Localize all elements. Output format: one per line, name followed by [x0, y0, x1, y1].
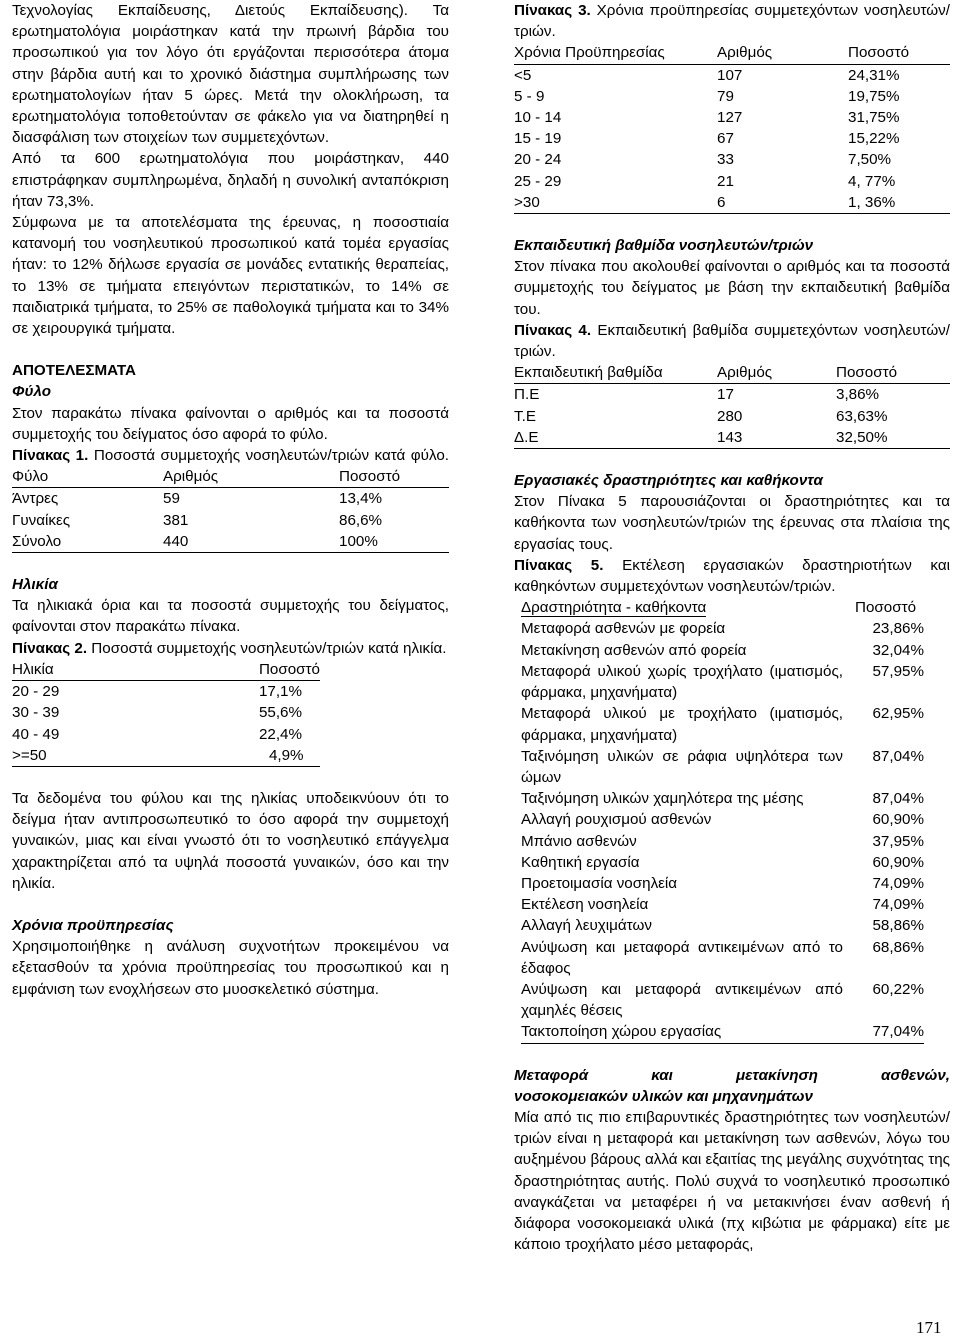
service-text: Χρησιμοποιήθηκε η ανάλυση συχνοτήτων προκειμένου να εξετασθούν τα χρόνια προϋπηρεσίας του προσωπικού και η εμφάνιση των ενοχλήσεων στο μυοσκελετικό σύστημα.	[12, 938, 449, 998]
table-cell: 22,4%	[258, 725, 303, 743]
table-header-cell: Χρόνια Προϋπηρεσίας	[514, 42, 717, 64]
table-cell: Ταξινόμηση υλικών σε ράφια υψηλότερα των ώμων	[521, 747, 843, 786]
table-header-text: Δραστηριότητα - καθήκοντα	[521, 599, 707, 617]
table1-caption	[12, 445, 449, 466]
table-cell: 5 - 9	[514, 87, 545, 105]
table-header-cell: Ποσοστό	[836, 362, 950, 384]
table1-caption-text: Ποσοστά συμμετοχής νοσηλευτών/τριών κατά φύλο.	[93, 447, 449, 465]
table4-caption-text: Εκπαιδευτική βαθμίδα συμμετεχόντων νοσηλευτών/τριών.	[514, 321, 950, 361]
table-header-cell: Αριθμός	[717, 362, 836, 384]
table-cell: 60,90%	[872, 811, 924, 829]
table3-caption	[514, 0, 950, 42]
table-cell: 107	[717, 66, 743, 84]
table-row	[521, 852, 924, 873]
table-cell: 280	[717, 407, 743, 425]
table-row	[521, 979, 924, 1021]
table-cell: 15 - 19	[514, 130, 562, 148]
table-header-cell: Ηλικία	[12, 659, 259, 681]
table-cell: 20 - 24	[514, 151, 562, 169]
table-cell: 67	[717, 130, 734, 148]
table-cell: 32,04%	[872, 641, 924, 659]
table-row	[514, 171, 950, 192]
table-row	[521, 618, 924, 639]
page-number: 171	[916, 1318, 942, 1337]
table-cell: 33	[717, 151, 734, 169]
table3-years-of-service	[514, 42, 950, 214]
education-heading: Εκπαιδευτική βαθμίδα νοσηλευτών/τριών	[514, 237, 814, 255]
table-cell: 77,04%	[843, 1021, 924, 1043]
table-row	[514, 192, 950, 214]
table-row	[521, 937, 924, 979]
table-row	[514, 427, 950, 449]
service-heading: Χρόνια προϋπηρεσίας	[12, 916, 174, 934]
table-row	[521, 894, 924, 915]
table-cell: 1, 36%	[848, 193, 896, 211]
table-row	[521, 809, 924, 830]
table-cell: 100%	[339, 532, 378, 550]
age-heading: Ηλικία	[12, 576, 58, 594]
table-row	[514, 384, 950, 406]
table-cell: 381	[163, 511, 189, 529]
table-cell: 23,86%	[872, 620, 924, 638]
gender-text: Στον παρακάτω πίνακα φαίνονται ο αριθμός και τα ποσοστά συμμετοχής του δείγματος όσο αφορά το φύλο.	[12, 404, 449, 443]
paragraph-data-representative: Τα δεδομένα του φύλου και της ηλικίας υποδεικνύουν ότι το δείγμα ήταν αντιπροσωπευτικό το όσο αφορά την συμμετοχή γυναικών, μιας και είναι γνωστό ότι το νοσηλευτικό επάγγελμα χαρακτηρίζεται από τα υψηλά ποσοστά γυναικών, όσο και την ηλικία.	[12, 789, 449, 892]
table-row	[12, 745, 320, 767]
table-row	[521, 788, 924, 809]
results-heading: ΑΠΟΤΕΛΕΣΜΑΤΑ	[12, 362, 137, 380]
right-column	[514, 0, 950, 1255]
table3-caption-text: Χρόνια προϋπηρεσίας συμμετεχόντων νοσηλευτών/τριών.	[514, 2, 950, 41]
table-cell: Ταξινόμηση υλικών χαμηλότερα της μέσης	[521, 790, 804, 808]
paragraph-work-sector: Σύμφωνα με τα αποτελέσματα της έρευνας, η ποσοστιαία κατανομή του νοσηλευτικού προσωπικού κατά τομέα εργασίας ήταν: το 12% δήλωσε εργασία σε μονάδες εντατικής θεραπείας, το 13% σε τμήματα επειγόντων περιστατικών, το 14% σε παιδιατρικά τμήματα, το 25% σε παθολογικά τμήματα και το 34% σε χειρουργικά τμήματα.	[12, 214, 449, 338]
left-column	[12, 0, 449, 1000]
table-cell: 74,09%	[872, 874, 924, 892]
table-cell: 13,4%	[339, 490, 383, 508]
age-text: Τα ηλικιακά όρια και τα ποσοστά συμμετοχής του δείγματος, φαίνονται στον παρακάτω πίνακα.	[12, 597, 449, 636]
table-cell: Ανύψωση και μεταφορά αντικειμένων από το έδαφος	[521, 938, 843, 977]
gender-heading: Φύλο	[12, 383, 51, 401]
work-heading: Εργασιακές δραστηριότητες και καθήκοντα	[514, 472, 823, 490]
table5-caption	[514, 555, 950, 597]
table-cell: 32,50%	[836, 428, 888, 446]
table-header-cell: Εκπαιδευτική βαθμίδα	[514, 362, 717, 384]
table-row	[514, 128, 950, 149]
table-cell: 24,31%	[848, 66, 900, 84]
table-cell: 60,22%	[872, 980, 924, 998]
table-header-row	[12, 659, 320, 681]
table-cell: 31,75%	[848, 109, 900, 127]
table5-work-activities	[521, 597, 924, 1043]
table5-label: Πίνακας 5.	[514, 556, 604, 574]
table-cell: 55,6%	[258, 704, 303, 722]
table-cell: Εκτέλεση νοσηλεία	[521, 896, 649, 914]
table-cell: 21	[717, 172, 734, 190]
table-header-row	[514, 42, 950, 64]
transport-heading-line1: Μεταφορά και μετακίνηση ασθενών,	[514, 1066, 950, 1084]
table-row	[12, 531, 449, 553]
table-cell: 74,09%	[872, 896, 924, 914]
table-row	[514, 406, 950, 427]
table-cell: 30 - 39	[12, 704, 60, 722]
table-cell: Άντρες	[12, 490, 59, 508]
table4-education-level	[514, 362, 950, 449]
table-cell: 58,86%	[872, 917, 924, 935]
table1-label: Πίνακας 1.	[12, 447, 89, 465]
table-cell: 57,95%	[872, 662, 924, 680]
table-cell: 4,9%	[268, 746, 304, 764]
table-row	[521, 703, 924, 745]
table4-label: Πίνακας 4.	[514, 321, 592, 339]
table-row	[521, 831, 924, 852]
table-row	[12, 488, 449, 510]
table-row	[514, 149, 950, 170]
table-cell: 17	[717, 386, 734, 404]
table-header-cell: Ποσοστό	[855, 599, 917, 617]
table2-caption	[12, 638, 449, 659]
table4-caption	[514, 320, 950, 362]
table-cell: 59	[163, 490, 180, 508]
table-cell: Προετοιμασία νοσηλεία	[521, 874, 678, 892]
table-cell: 6	[717, 193, 726, 211]
table-cell: Μεταφορά υλικού χωρίς τροχήλατο (ιματισμός, φάρμακα, μηχανήματα)	[521, 662, 843, 702]
table-header-cell: Ποσοστό	[259, 659, 320, 681]
paragraph-response-rate: Από τα 600 ερωτηματολόγια που μοιράστηκαν, 440 επιστράφηκαν συμπληρωμένα, δηλαδή η συνολική ανταπόκριση ήταν 73,3%.	[12, 150, 449, 210]
table-row	[514, 86, 950, 107]
table1-gender	[12, 466, 449, 553]
table-cell: 79	[717, 87, 734, 105]
table-cell: 60,90%	[872, 853, 924, 871]
table-row	[521, 746, 924, 788]
table2-caption-text: Ποσοστά συμμετοχής νοσηλευτών/τριών κατά ηλικία.	[91, 639, 447, 657]
table-row	[521, 1021, 924, 1043]
table-cell: 20 - 29	[12, 683, 60, 701]
table-cell: Μπάνιο ασθενών	[521, 832, 637, 850]
table-row	[521, 640, 924, 661]
table-cell: 17,1%	[258, 683, 303, 701]
transport-heading-line2: νοσοκομειακών υλικών και μηχανημάτων	[514, 1087, 813, 1105]
table-cell: 63,63%	[836, 407, 888, 425]
table-cell: Καθητική εργασία	[521, 853, 640, 871]
education-text: Στον πίνακα που ακολουθεί φαίνονται ο αριθμός και τα ποσοστά συμμετοχής του δείγματος με βάση την εκπαιδευτική βαθμίδα του.	[514, 258, 950, 318]
table-cell: 87,04%	[872, 747, 924, 765]
table-cell: 87,04%	[872, 790, 924, 808]
table-header-row	[514, 362, 950, 384]
table-cell: 68,86%	[872, 938, 924, 956]
table-header-row	[12, 466, 449, 488]
transport-text: Μία από τις πιο επιβαρυντικές δραστηριότητες των νοσηλευτών/τριών είναι η μεταφορά και μετακίνηση των ασθενών, λόγω του αυξημένου βάρους αλλά και εξαιτίας της μεγάλης συχνότητας της δραστηριότητας αυτής. Πολύ συχνά το νοσηλευτικό προσωπικό αναγκάζεται να μεταφέρει ή να μετακινήσει έναν ασθενή ή διάφορα νοσοκομειακά υλικά (πχ κιβώτια με φάρμακα) είτε με κάποιο τροχήλατο μέσο μεταφοράς,	[514, 1108, 950, 1254]
paragraph-distribution: Τεχνολογίας Εκπαίδευσης, Διετούς Εκπαίδευσης). Τα ερωτηματολόγια μοιράστηκαν κατά την πρωινή βάρδια του προσωπικού για τον λόγο ότι εργάζονται περισσότερα άτομα στην βάρδια αυτή και το χρονικό διάστημα συμπλήρωσης των ερωτηματολογίων ήταν 5 ώρες. Μετά την ολοκλήρωση, τα ερωτηματολόγια τοποθετούνταν σε φάκελο για να διατηρηθεί η διασφάλιση των στοιχείων των συμμετεχόντων.	[12, 2, 449, 147]
table-cell: >=50	[12, 746, 47, 764]
table-header-cell: Αριθμός	[717, 42, 848, 64]
table2-label: Πίνακας 2.	[12, 639, 88, 657]
table-row	[12, 510, 449, 531]
table-cell: 127	[717, 109, 743, 127]
table-cell: 25 - 29	[514, 172, 562, 190]
table-cell: Π.Ε	[514, 386, 540, 404]
table-cell: Δ.Ε	[514, 428, 539, 446]
table-cell: Μετακίνηση ασθενών από φορεία	[521, 641, 747, 659]
table-cell: Αλλαγή ρουχισμού ασθενών	[521, 811, 712, 829]
table-row	[521, 661, 924, 703]
table-cell: <5	[514, 66, 532, 84]
table5-caption-text: Εκτέλεση εργασιακών δραστηριοτήτων και καθηκόντων συμμετεχόντων νοσηλευτών/τριών.	[514, 556, 950, 596]
table-cell: Τ.Ε	[514, 407, 536, 425]
table-cell: 440	[163, 532, 189, 550]
table-cell: Τακτοποίηση χώρου εργασίας	[521, 1021, 843, 1043]
table-header-cell: Ποσοστό	[339, 466, 449, 488]
table-header-cell	[521, 597, 843, 618]
table-cell: 40 - 49	[12, 725, 60, 743]
table-row	[521, 873, 924, 894]
table-header-cell: Φύλο	[12, 466, 163, 488]
table-cell: 86,6%	[339, 511, 383, 529]
table-cell: 15,22%	[848, 130, 900, 148]
table-cell: Σύνολο	[12, 532, 62, 550]
table-row	[12, 724, 320, 745]
table-row	[521, 915, 924, 936]
table-header-cell: Αριθμός	[163, 466, 339, 488]
table-row	[514, 64, 950, 86]
table-cell: 143	[717, 428, 743, 446]
table-cell: Γυναίκες	[12, 511, 71, 529]
table-cell: Μεταφορά υλικού με τροχήλατο (ιματισμός, φάρμακα, μηχανήματα)	[521, 705, 843, 744]
table-cell: 62,95%	[872, 705, 924, 723]
table-header-row	[521, 597, 924, 618]
table-cell: 37,95%	[872, 832, 924, 850]
table-cell: 10 - 14	[514, 109, 562, 127]
table-cell: Μεταφορά ασθενών με φορεία	[521, 620, 726, 638]
table-cell: 3,86%	[836, 386, 880, 404]
table-cell: 4, 77%	[848, 172, 896, 190]
table-cell: 19,75%	[848, 87, 900, 105]
table-cell: Αλλαγή λευχιμάτων	[521, 917, 652, 935]
table-row	[514, 107, 950, 128]
work-text: Στον Πίνακα 5 παρουσιάζονται οι δραστηριότητες και τα καθήκοντα των νοσηλευτών/τριών της έρευνας στα πλαίσια της εργασίας τους.	[514, 493, 950, 553]
table2-age	[12, 659, 320, 767]
table-header-cell: Ποσοστό	[848, 42, 950, 64]
table-cell: Ανύψωση και μεταφορά αντικειμένων από χαμηλές θέσεις	[521, 980, 843, 1020]
table-cell: 7,50%	[848, 151, 892, 169]
table-row	[12, 702, 320, 723]
table-cell: >30	[514, 193, 540, 211]
table-row	[12, 681, 320, 703]
table3-label: Πίνακας 3.	[514, 2, 591, 19]
